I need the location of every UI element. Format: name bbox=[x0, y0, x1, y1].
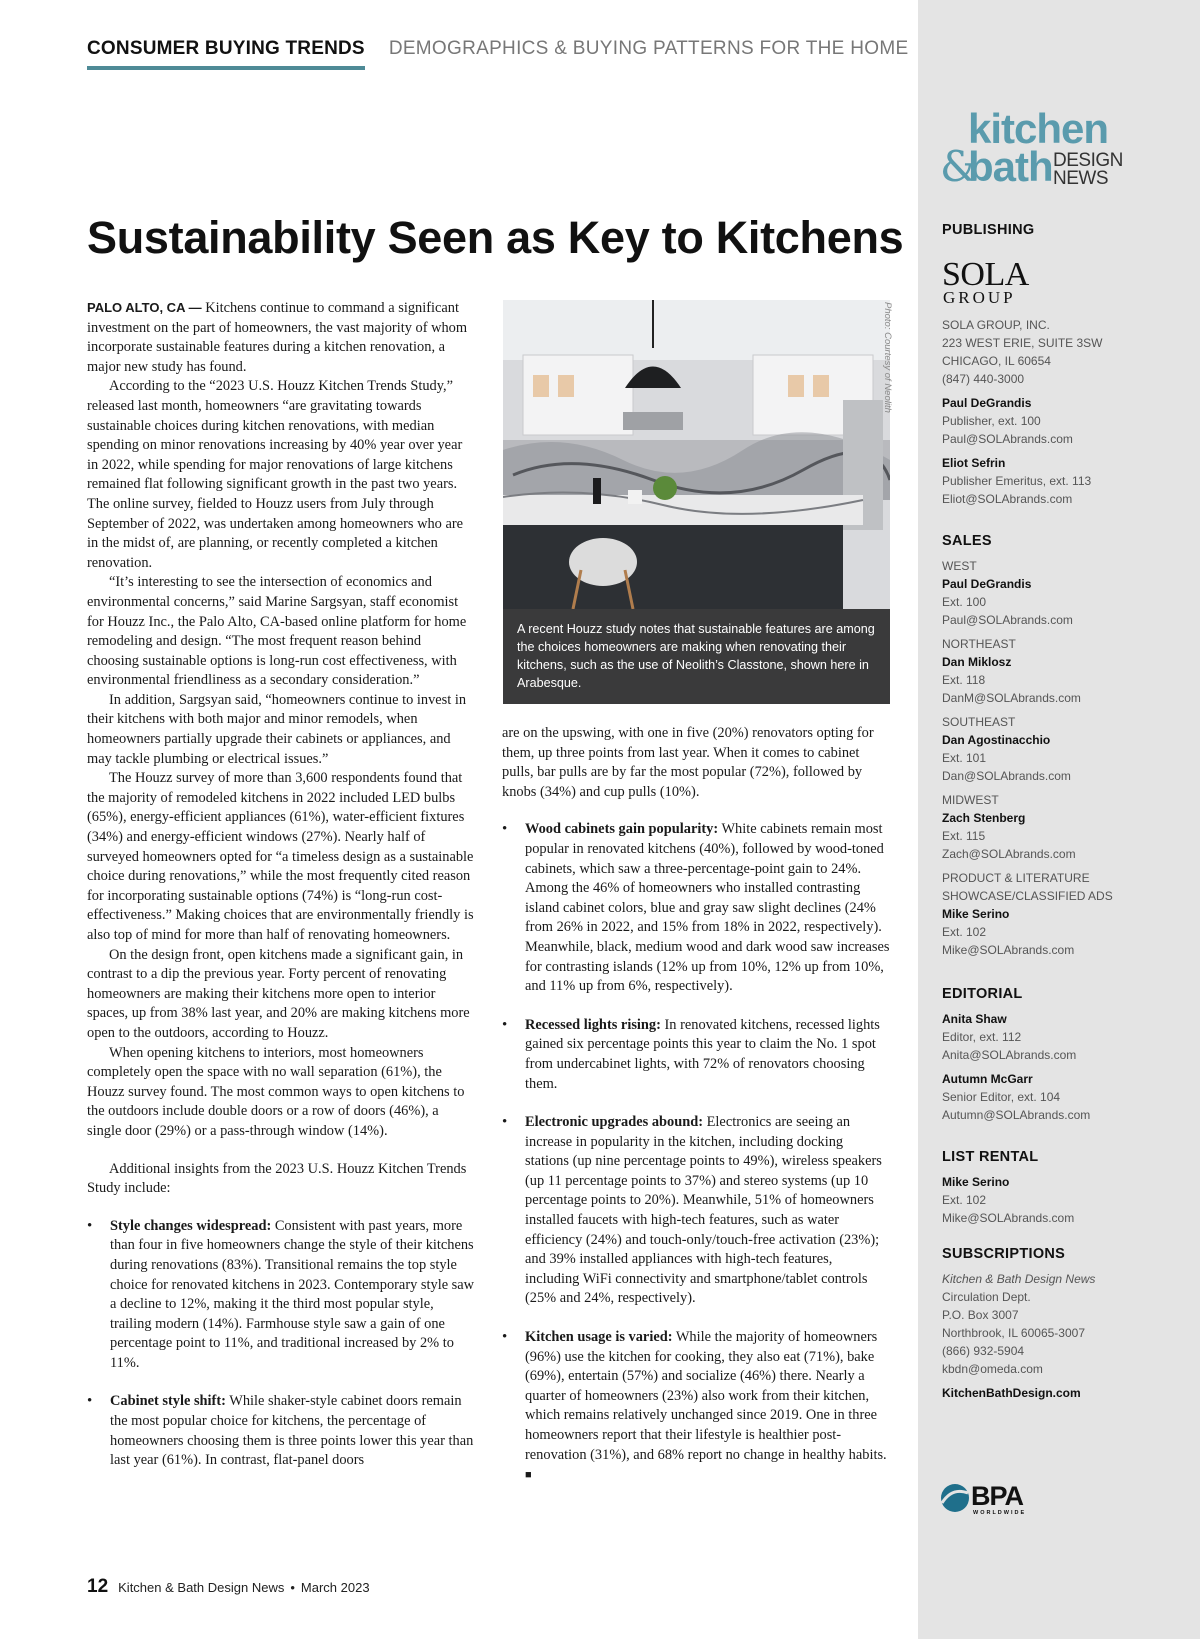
sales-heading: SALES bbox=[942, 533, 992, 549]
phone-number: (847) 440-3000 bbox=[942, 372, 1025, 386]
photo-caption: A recent Houzz study notes that sustainable features are among the choices homeowners are making when renovating their kitchens, such as the use of Neolith’s Classtone, shown here in Arabesque. bbox=[503, 609, 890, 704]
sales-region: SHOWCASE/CLASSIFIED ADS bbox=[942, 889, 1113, 903]
article-paragraph: In addition, Sargsyan said, “homeowners continue to invest in their kitchens with both major and minor remodels, when homeowners partially upgrade their cabinets or appliances, and may tackle plumbing or electrical issues.” bbox=[87, 691, 467, 767]
sales-region: NORTHEAST bbox=[942, 637, 1016, 651]
contact-ext: Ext. 102 bbox=[942, 1193, 987, 1207]
editorial-heading: EDITORIAL bbox=[942, 986, 1023, 1002]
publishing-heading: PUBLISHING bbox=[942, 222, 1035, 238]
kitchen-illustration bbox=[503, 300, 890, 609]
subscriptions-section bbox=[942, 1246, 1192, 1402]
section-header bbox=[87, 38, 908, 70]
contact-name: Eliot Sefrin bbox=[942, 456, 1006, 470]
contact-name: Zach Stenberg bbox=[942, 811, 1026, 825]
list-rental-section bbox=[942, 1149, 1192, 1227]
logo-news-word: NEWS bbox=[1053, 168, 1108, 189]
bullet-text: White cabinets remain most popular in renovated kitchens (40%), followed by wood-toned cabinets, which saw a three-percentage-point gain to 24%. Among the 46% of homeowners who installed contrasting island cabinet colors, blue and gray saw slight declines (24% from 26% in 2022, and 15% from 18% in 2022, respectively). Meanwhile, black, medium wood and dark wood saw increases for contrasting islands (12% up from 10%, 12% up from 10%, and 11% up from 6%, respectively). bbox=[525, 821, 890, 995]
contact-email[interactable]: Autumn@SOLAbrands.com bbox=[942, 1108, 1091, 1122]
article-paragraph: According to the “2023 U.S. Houzz Kitchen Trends Study,” released last month, homeowners “are gravitating towards sustainable choices during kitchen renovations, with median spending on minor renovations increasing by 40% year over year in 2022, while spending for major renovations of large kitchens remained flat following significant growth in the past two years. The online survey, fielded to Houzz users from July through September of 2022, was undertaken among homeowners who are in the midst of, are planning, or recently completed a kitchen renovation. bbox=[87, 378, 464, 571]
article-column-left bbox=[87, 298, 476, 1490]
section-subtitle: DEMOGRAPHICS & BUYING PATTERNS FOR THE HOME bbox=[388, 38, 909, 59]
section-title: CONSUMER BUYING TRENDS bbox=[87, 38, 365, 70]
sola-logo-word: SOLA bbox=[942, 256, 1029, 293]
phone-number: (866) 932-5904 bbox=[942, 1344, 1025, 1358]
bullet-item bbox=[502, 820, 890, 996]
sales-region: SOUTHEAST bbox=[942, 715, 1016, 729]
contact-name: Dan Agostinacchio bbox=[942, 733, 1051, 747]
contact-name: Dan Miklosz bbox=[942, 655, 1012, 669]
bpa-globe-icon bbox=[940, 1483, 970, 1513]
contact-email[interactable]: Dan@SOLAbrands.com bbox=[942, 769, 1071, 783]
sales-region: WEST bbox=[942, 559, 977, 573]
contact-name: Autumn McGarr bbox=[942, 1072, 1033, 1086]
bullet-lead: Kitchen usage is varied: bbox=[525, 1329, 673, 1346]
contact-ext: Ext. 102 bbox=[942, 925, 987, 939]
article-paragraph: Additional insights from the 2023 U.S. Houzz Kitchen Trends Study include: bbox=[87, 1160, 467, 1197]
logo-design-word: DESIGN bbox=[1053, 150, 1123, 171]
publishing-contacts bbox=[942, 316, 1192, 508]
contact-ext: Ext. 101 bbox=[942, 751, 987, 765]
photo-credit bbox=[880, 302, 896, 412]
sales-region: MIDWEST bbox=[942, 793, 999, 807]
bullet-item bbox=[87, 1217, 476, 1374]
bullet-text: Electronics are seeing an increase in popularity in the kitchen, including docking stations (up nine percentage points to 49%), wireless speakers (up 11 percentage points to 37%) and stereo systems (up 10 percentage points to 20%). Meanwhile, 51% of homeowners installed faucets with high-tech features, such as water efficiency (24%) and touch-only/touch-free activation (23%); and 39% installed appliances with high-tech features, including WiFi connectivity and smartphone/tablet controls (25% and 24%, respectively). bbox=[525, 1114, 882, 1307]
website-link[interactable]: KitchenBathDesign.com bbox=[942, 1386, 1081, 1400]
contact-title: Editor, ext. 112 bbox=[942, 1030, 1022, 1044]
kitchen-photo bbox=[503, 300, 890, 704]
contact-ext: Ext. 115 bbox=[942, 829, 986, 843]
footer-publication: Kitchen & Bath Design News bbox=[118, 1580, 285, 1595]
bullet-lead: Style changes widespread: bbox=[110, 1217, 272, 1234]
logo-ampersand: & bbox=[940, 142, 978, 191]
bullet-item bbox=[502, 1113, 890, 1309]
sola-group-logo bbox=[942, 258, 1042, 306]
bullet-lead: Recessed lights rising: bbox=[525, 1016, 661, 1033]
dateline: PALO ALTO, CA — bbox=[87, 300, 202, 315]
contact-title: Publisher Emeritus, ext. 113 bbox=[942, 474, 1092, 488]
logo-kitchen-word: kitchen bbox=[968, 105, 1109, 152]
contact-title: Senior Editor, ext. 104 bbox=[942, 1090, 1061, 1104]
bullet-item bbox=[502, 1328, 890, 1486]
kbdn-logo bbox=[940, 105, 1140, 192]
article-paragraph: On the design front, open kitchens made a significant gain, in contrast to a dip the previous year. Forty percent of renovating homeowners are making their kitchens more open to interior spaces, up from 38% last year, and 20% are making kitchens more open to the outdoors, according to Houzz. bbox=[87, 946, 470, 1041]
end-mark: ■ bbox=[525, 1469, 532, 1482]
bullet-text: Consistent with past years, more than four in five homeowners change the style of their kitchens during renovations (83%). Transitional remains the top style choice for renovated kitchens in 2023. Contemporary style saw a decline to 12%, making it the third most popular style, trailing modern (14%). Farmhouse style saw a gain of one percentage point to 11%, and traditional increased by 2% to 11%. bbox=[110, 1217, 475, 1371]
address-line: P.O. Box 3007 bbox=[942, 1308, 1019, 1322]
contact-name: Paul DeGrandis bbox=[942, 577, 1032, 591]
contact-email[interactable]: Zach@SOLAbrands.com bbox=[942, 847, 1076, 861]
bullet-text: While the majority of homeowners (96%) use the kitchen for cooking, they also eat (71%), bake (69%), entertain (57%) and socialize (46%) there. Nearly a quarter of homeowners (23%) also work from their kitchen, which remains relatively unchanged since 2019. One in three homeowners report that their lifestyle is healthier post-renovation (31%), and 68% report no change in healthy habits. bbox=[525, 1329, 887, 1463]
article-column-right bbox=[502, 724, 890, 1505]
sales-region: PRODUCT & LITERATURE bbox=[942, 871, 1090, 885]
contact-name: Mike Serino bbox=[942, 1175, 1010, 1189]
page-number: 12 bbox=[87, 1576, 109, 1597]
address-line: Northbrook, IL 60065-3007 bbox=[942, 1326, 1085, 1340]
publishing-section bbox=[942, 222, 1192, 246]
address-line: 223 WEST ERIE, SUITE 3SW bbox=[942, 336, 1103, 350]
article-paragraph: are on the upswing, with one in five (20%) renovators opting for them, up three points from last year. When it comes to cabinet pulls, bar pulls are by far the most popular (72%), followed by knobs (34%) and cup pulls (10%). bbox=[502, 725, 874, 800]
paragraph-text: Kitchens continue to command a significant investment on the part of homeowners, the vast majority of whom incorporate sustainable features during a kitchen renovation, a major new study has found. bbox=[87, 300, 468, 375]
contact-email[interactable]: Eliot@SOLAbrands.com bbox=[942, 492, 1073, 506]
photo-credit-text: Photo: Courtesy of Neolith bbox=[882, 302, 893, 413]
bullet-text: In renovated kitchens, recessed lights gained six percentage points this year to claim the No. 1 spot from undercabinet lights, with 72% of renovators choosing them. bbox=[525, 1016, 880, 1092]
contact-email[interactable]: Paul@SOLAbrands.com bbox=[942, 613, 1073, 627]
contact-email[interactable]: Paul@SOLAbrands.com bbox=[942, 432, 1073, 446]
bullet-item bbox=[87, 1392, 476, 1470]
bullet-lead: Cabinet style shift: bbox=[110, 1393, 226, 1410]
footer-issue: March 2023 bbox=[300, 1580, 370, 1595]
sola-logo-group: GROUP bbox=[943, 288, 1016, 307]
dept-line: Circulation Dept. bbox=[942, 1290, 1031, 1304]
contact-ext: Ext. 118 bbox=[942, 673, 986, 687]
bullet-lead: Wood cabinets gain popularity: bbox=[525, 821, 719, 838]
bpa-text: BPA bbox=[971, 1481, 1024, 1511]
page-footer bbox=[87, 1576, 370, 1598]
sales-section bbox=[942, 533, 1192, 959]
list-rental-heading: LIST RENTAL bbox=[942, 1149, 1039, 1165]
bullet-lead: Electronic upgrades abound: bbox=[525, 1114, 704, 1131]
address-line: CHICAGO, IL 60654 bbox=[942, 354, 1051, 368]
article-paragraph: The Houzz survey of more than 3,600 respondents found that the majority of remodeled kitchens in 2022 included LED bulbs (65%), energy-efficient appliances (61%), water-efficient fixtures (34%) and energy-efficient windows (27%). Nearly half of surveyed homeowners opted for “a timeless design as a sustainable choice during renovations,” while the most frequently cited reason for incorporating sustainable options (74%) is “long-run cost-effectiveness.” Making choices that are environmentally friendly is also top of mind for more than half of renovating homeowners. bbox=[87, 770, 474, 943]
contact-name: Mike Serino bbox=[942, 907, 1010, 921]
contact-title: Publisher, ext. 100 bbox=[942, 414, 1041, 428]
article-headline: Sustainability Seen as Key to Kitchens bbox=[87, 212, 904, 263]
footer-separator: • bbox=[290, 1580, 295, 1595]
contact-name: Anita Shaw bbox=[942, 1012, 1007, 1026]
editorial-section bbox=[942, 986, 1192, 1124]
article-paragraph: When opening kitchens to interiors, most homeowners completely open the space with no wall separation (61%), the Houzz survey found. The most common ways to open kitchens to the outdoors include double doors or a row of doors (46%), a single door (29%) or a pass-through window (14%). bbox=[87, 1044, 465, 1139]
contact-name: Paul DeGrandis bbox=[942, 396, 1032, 410]
subscriptions-heading: SUBSCRIPTIONS bbox=[942, 1246, 1066, 1262]
bpa-worldwide: WORLDWIDE bbox=[973, 1510, 1027, 1516]
contact-email[interactable]: Mike@SOLAbrands.com bbox=[942, 943, 1075, 957]
bpa-logo bbox=[940, 1482, 1060, 1520]
article-paragraph: “It’s interesting to see the intersection of economics and environmental concerns,” said Marine Sargsyan, staff economist for Houzz Inc., the Palo Alto, CA-based online platform for home remodeling and design. “The most frequent reason behind choosing sustainable options is long-run cost effectiveness, with environmental friendliness as a secondary consideration.” bbox=[87, 574, 467, 689]
contact-email[interactable]: DanM@SOLAbrands.com bbox=[942, 691, 1081, 705]
bullet-text: While shaker-style cabinet doors remain the most popular choice for kitchens, the percentage of homeowners choosing them is three points lower this year than last year (61%). In contrast, flat-panel doors bbox=[110, 1393, 474, 1469]
company-name: SOLA GROUP, INC. bbox=[942, 318, 1050, 332]
logo-bath-word: bath bbox=[968, 143, 1053, 190]
contact-email[interactable]: Anita@SOLAbrands.com bbox=[942, 1048, 1077, 1062]
bullet-item bbox=[502, 1016, 890, 1094]
contact-email[interactable]: kbdn@omeda.com bbox=[942, 1362, 1043, 1376]
contact-email[interactable]: Mike@SOLAbrands.com bbox=[942, 1211, 1075, 1225]
masthead-sidebar bbox=[918, 0, 1200, 1639]
publication-name: Kitchen & Bath Design News bbox=[942, 1272, 1096, 1286]
article-paragraph bbox=[87, 298, 476, 377]
contact-ext: Ext. 100 bbox=[942, 595, 987, 609]
